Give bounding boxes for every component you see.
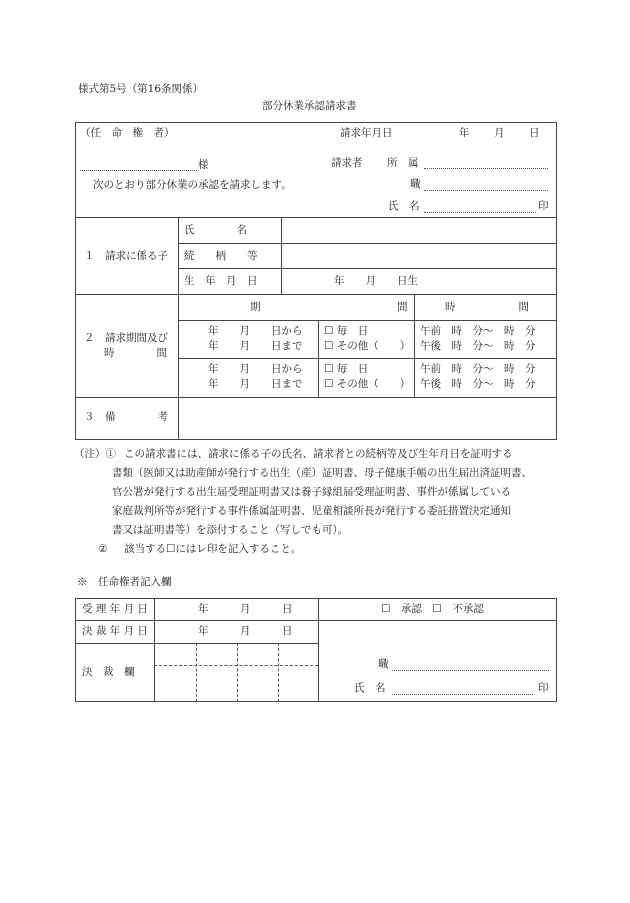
appointer-position-field[interactable] xyxy=(392,670,549,671)
row-divider xyxy=(75,397,557,398)
note-line: 書類（医師又は助産師が発行する出生（産）証明書、母子健康手帳の出生届出済証明書、 xyxy=(112,467,532,479)
note-line: 書又は証明書等）を添付すること（写しでも可）。 xyxy=(112,524,349,536)
row-divider xyxy=(178,320,557,321)
request-date-label: 請求年月日 xyxy=(340,127,393,139)
appointer-name-label: 氏 名 xyxy=(354,682,386,694)
affiliation-field[interactable] xyxy=(424,168,548,169)
stamp-box-divider xyxy=(237,643,238,702)
period-to: 年 月 日まで xyxy=(208,340,303,352)
stamp-box-divider xyxy=(154,665,318,666)
request-day-label: 日 xyxy=(529,127,540,139)
column-divider xyxy=(318,598,319,702)
child-birth-label: 生 年 月 日 xyxy=(184,275,258,287)
pm-time: 午後 時 分～ 時 分 xyxy=(420,378,536,390)
appointer-label: （任 命 権 者） xyxy=(80,127,175,139)
approval-column-label: 決 裁 欄 xyxy=(82,666,135,678)
request-year-label: 年 xyxy=(459,127,470,139)
received-date-label: 受 理 年 月 日 xyxy=(82,603,148,615)
column-divider xyxy=(318,320,319,397)
appointer-name-field[interactable] xyxy=(80,170,197,171)
daily-checkbox[interactable]: ☐ 毎 日 xyxy=(324,363,369,375)
received-date-value: 年 月 日 xyxy=(198,603,293,615)
time-header: 時 間 xyxy=(445,301,529,313)
column-divider xyxy=(178,217,179,440)
child-relation-label: 続 柄 等 xyxy=(184,250,258,262)
period-from: 年 月 日から xyxy=(208,363,303,375)
decided-date-value: 年 月 日 xyxy=(198,625,293,637)
child-birth-value: 年 月 日生 xyxy=(334,275,418,287)
note-2-number: ② xyxy=(98,543,108,555)
position-field[interactable] xyxy=(424,190,548,191)
appointer-name-field[interactable] xyxy=(392,694,533,695)
daily-checkbox[interactable]: ☐ 毎 日 xyxy=(324,325,369,337)
column-divider xyxy=(154,598,155,702)
request-intro-text: 次のとおり部分休業の承認を請求します。 xyxy=(93,179,292,191)
note-prefix: （注）① xyxy=(74,448,116,460)
row-divider xyxy=(75,217,557,218)
row-divider xyxy=(178,358,557,359)
pm-time: 午後 時 分～ 時 分 xyxy=(420,340,536,352)
decided-date-label: 決 裁 年 月 日 xyxy=(82,625,148,637)
position-label: 職 xyxy=(410,178,421,190)
requester-label: 請求者 xyxy=(331,157,363,169)
stamp-box-divider xyxy=(278,643,279,702)
other-checkbox[interactable]: ☐ その他（ ） xyxy=(324,340,411,352)
appointer-position-label: 職 xyxy=(378,658,389,670)
period-from: 年 月 日から xyxy=(208,325,303,337)
note-line: 官公署が発行する出生届受理証明書又は養子縁組届受理証明書、事件が係属している xyxy=(112,486,511,498)
document-title: 部分休業承認請求書 xyxy=(262,100,357,112)
sama-label: 様 xyxy=(198,159,209,171)
column-divider xyxy=(414,294,415,397)
affiliation-label: 所 属 xyxy=(387,157,419,169)
name-label: 氏 名 xyxy=(388,200,420,212)
child-section-label: １ 請求に係る子 xyxy=(84,250,168,262)
stamp-box-divider xyxy=(196,643,197,702)
approval-checkboxes[interactable]: ☐ 承認 ☐ 不承認 xyxy=(381,603,484,615)
note-2-text: 該当する☐にはレ印を記入すること。 xyxy=(124,543,302,555)
remarks-label: ３ 備 考 xyxy=(84,411,168,423)
appointer-seal-mark: 印 xyxy=(538,682,549,694)
am-time: 午前 時 分～ 時 分 xyxy=(420,325,536,337)
request-month-label: 月 xyxy=(494,127,505,139)
appointer-section-heading: ※ 任命権者記入欄 xyxy=(77,576,172,588)
note-line: この請求書には、請求に係る子の氏名、請求者との続柄等及び生年月日を証明する xyxy=(124,448,513,460)
row-divider xyxy=(178,243,557,244)
row-divider xyxy=(178,268,557,269)
row-divider xyxy=(75,294,557,295)
column-divider xyxy=(281,217,282,294)
child-name-label: 氏 名 xyxy=(184,224,247,236)
name-field[interactable] xyxy=(424,212,536,213)
other-checkbox[interactable]: ☐ その他（ ） xyxy=(324,378,411,390)
row-divider xyxy=(75,620,557,621)
am-time: 午前 時 分～ 時 分 xyxy=(420,363,536,375)
seal-mark: 印 xyxy=(538,200,549,212)
period-section-label: ２ 請求期間及び xyxy=(84,332,168,344)
period-header: 期 間 xyxy=(250,301,408,313)
period-to: 年 月 日まで xyxy=(208,378,303,390)
note-line: 家庭裁判所等が発行する事件係属証明書、児童相談所長が発行する委託措置決定通知 xyxy=(112,505,511,517)
period-section-label-2: 時 間 xyxy=(104,347,167,359)
form-number: 様式第5号（第16条関係） xyxy=(78,83,204,95)
